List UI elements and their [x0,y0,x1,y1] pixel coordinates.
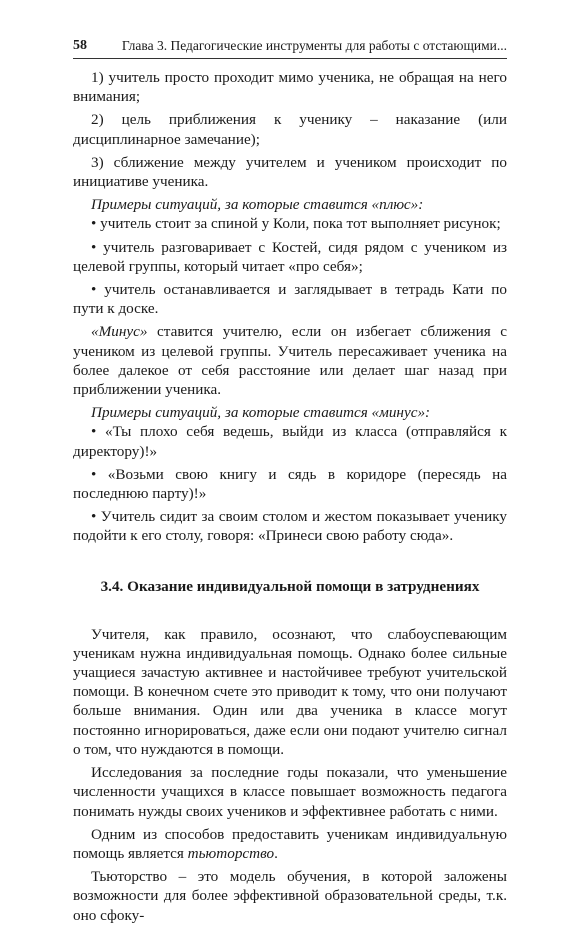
paragraph: Одним из способов предоставить ученикам индивидуальную помощь является тьюторство. [73,825,507,862]
page-number: 58 [73,38,87,53]
list-item: 1) учитель просто проходит мимо ученика, не обращая на него внимания; [73,69,507,106]
bullet-item: • учитель разговаривает с Костей, сидя рядом с учеником из целевой группы, который читает «про себя»; [73,238,507,275]
paragraph: Учителя, как правило, осознают, что слабоуспевающим ученикам нужна индивидуальная помощь. Однако более сильные учащиеся зачастую активнее и настойчивее требуют учительской помощи. В конечном счете это приводит к тому, что они получают больше внимания. Один или два ученика в классе могут постоянно игнорироваться, даже если они подают учителю сигнал о том, что нуждаются в помощи. [73,625,507,758]
plus-examples-heading: Примеры ситуаций, за которые ставится «плюс»: [91,196,424,214]
paragraph: Исследования за последние годы показали, что уменьшение численности учащихся в классе повышает возможность педагога понимать нужды своих учеников и эффективнее работать с ними. [73,764,507,820]
bullet-item: • «Возьми свою книгу и сядь в коридоре (пересядь на последнюю парту)!» [73,465,507,503]
section-title: 3.4. Оказание индивидуальной помощи в затруднениях [100,577,480,595]
minus-term: «Минус» [91,323,148,341]
paragraph: Тьюторство – это модель обучения, в которой заложены возможности для более эффективной образовательной среды, т.к. оно сфоку- [73,868,507,924]
page-header [73,36,507,59]
list-item: 3) сближение между учителем и учеником происходит по инициативе ученика. [73,153,507,191]
bullet-item: • учитель останавливается и заглядывает в тетрадь Кати по пути к доске. [73,281,507,318]
running-title: Глава 3. Педагогические инструменты для работы с отстающими... [121,38,507,53]
bullet-item: • Учитель сидит за своим столом и жестом показывает ученику подойти к его столу, говоря: «Принеси свою работу сюда». [73,508,507,545]
page-body [73,68,507,929]
minus-examples-heading: Примеры ситуаций, за которые ставится «минус»: [91,404,431,422]
section-heading-block [73,577,507,596]
bullet-item: • учитель стоит за спиной у Коли, пока тот выполняет рисунок; [91,215,501,233]
tutoring-term: тьюторство [187,844,275,862]
list-item: 2) цель приближения к ученику – наказание (или дисциплинарное замечание); [73,111,507,148]
minus-definition: «Минус» ставится учителю, если он избегает сближения с учеником из целевой группы. Учитель пересаживает ученика на более далекое от себя расстояние или делает шаг назад при приближении ученика. [73,323,507,399]
bullet-item: • «Ты плохо себя ведешь, выйди из класса (отправляйся к директору)!» [73,423,507,460]
